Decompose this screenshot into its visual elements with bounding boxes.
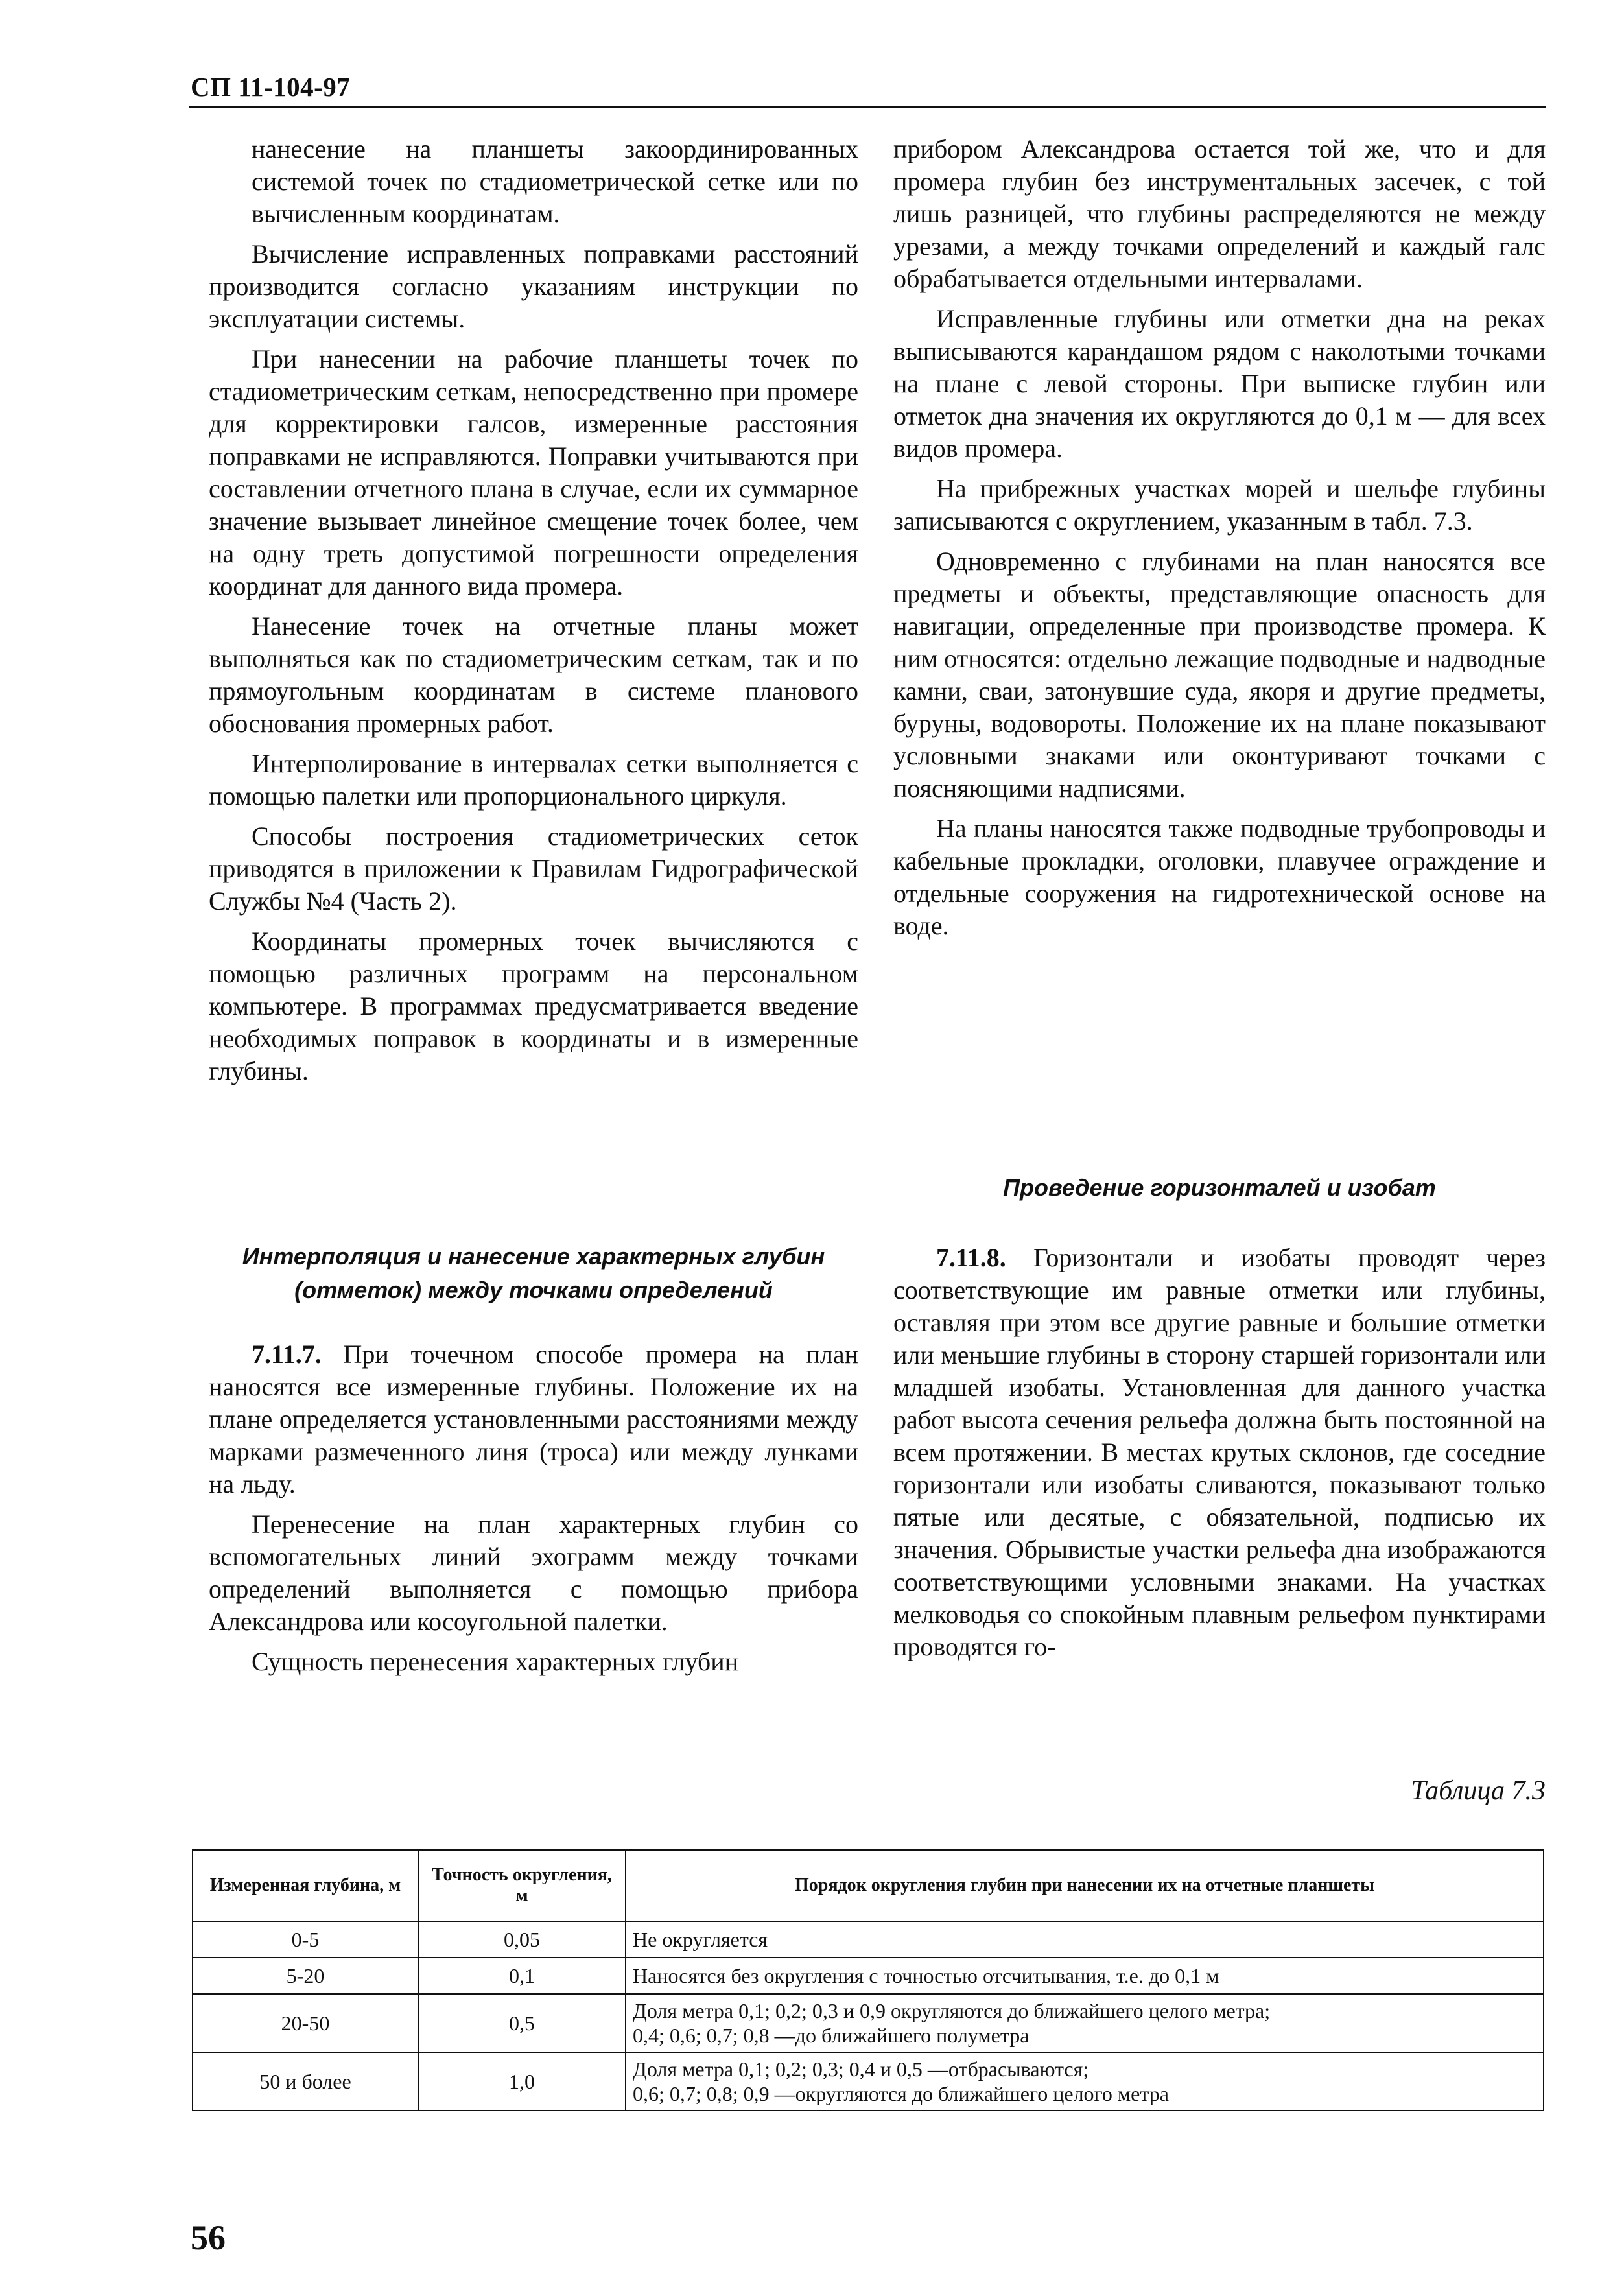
cell-depth: 0-5 [193, 1921, 418, 1958]
table-row [193, 1958, 1544, 1994]
running-header [189, 67, 1546, 108]
paragraph: Вычисление исправленных поправками расстояний производится согласно указаниям инструкции по эксплуатации системы. [209, 239, 858, 333]
page-number: 56 [191, 2218, 226, 2257]
procedure-line: Не округляется [633, 1928, 768, 1951]
table-row [193, 1921, 1544, 1958]
header-precision: Точность округления, м [418, 1850, 626, 1921]
cell-precision: 1,0 [418, 2052, 626, 2111]
section-heading-contours: Проведение горизонталей и изобат [1003, 1174, 1436, 1201]
section-number: 7.11.7. [252, 1340, 322, 1369]
procedure-line: Доля метра 0,1; 0,2; 0,3; 0,4 и 0,5 —отбрасываются; [633, 2057, 1089, 2081]
cell-procedure [626, 1958, 1544, 1994]
paragraph: Способы построения стадиометрических сеток приводятся в приложении к Правилам Гидрографической Службы №4 (Часть 2). [209, 822, 858, 916]
table-caption: Таблица 7.3 [1411, 1776, 1546, 1806]
right-column-top [893, 133, 1546, 950]
procedure-line: 0,6; 0,7; 0,8; 0,9 —округляются до ближайшего целого метра [633, 2082, 1169, 2105]
paragraph: Перенесение на план характерных глубин со вспомогательных линий эхограмм между точками определений выполняется с помощью прибора Александрова или косоугольной палетки. [209, 1510, 858, 1636]
cell-procedure [626, 1921, 1544, 1958]
section-heading-interpolation: Интерполяция и нанесение характерных глубин (отметок) между точками определений [242, 1243, 825, 1303]
paragraph: Одновременно с глубинами на план наносятся все предметы и объекты, представляющие опасность для навигации, определенные при производстве промера. К ним относятся: отдельно лежащие подводные и надводные камни, сваи, затонувшие суда, якоря и другие предметы, буруны, водовороты. Положение их на плане показывают условными знаками или оконтуривают точками с поясняющими надписями. [893, 547, 1546, 803]
cell-procedure [626, 2052, 1544, 2111]
cell-precision: 0,5 [418, 1994, 626, 2052]
paragraph: Исправленные глубины или отметки дна на реках выписываются карандашом рядом с наколотыми точками на плане с левой стороны. При выписке глубин или отметок дна значения их округляются до 0,1 м — для всех видов промера. [893, 304, 1546, 463]
document-code: СП 11-104-97 [191, 72, 351, 102]
cell-precision: 0,05 [418, 1921, 626, 1958]
right-column-bottom [893, 1242, 1546, 1671]
left-column-bottom [209, 1338, 858, 1686]
table-row [193, 1994, 1544, 2052]
cell-procedure [626, 1994, 1544, 2052]
procedure-line: 0,4; 0,6; 0,7; 0,8 —до ближайшего полуметра [633, 2024, 1030, 2047]
cell-depth: 5-20 [193, 1958, 418, 1994]
paragraph: Интерполирование в интервалах сетки выполняется с помощью палетки или пропорционального циркуля. [209, 749, 858, 811]
left-column-top [209, 133, 858, 1095]
procedure-line: Доля метра 0,1; 0,2; 0,3 и 0,9 округляются до ближайшего целого метра; [633, 1999, 1271, 2022]
table-header-row [193, 1850, 1544, 1921]
rounding-table [192, 1849, 1544, 2111]
section-text: Горизонтали и изобаты проводят через соответствующие им равные отметки или глубины, оставляя при этом все другие равные и большие отметки или меньшие глубины в сторону старшей горизонтали или младшей изобаты. Установленная для данного участка работ высота сечения рельефа должна быть постоянной на всем протяжении. В местах крутых склонов, где соседние горизонтали или изобаты сливаются, показывают только пятые или десятые, с обязательной, подписью их значения. Обрывистые участки рельефа дна изображаются соответствующими условными знаками. На участках мелководья со спокойным плавным рельефом пунктирами проводятся го- [893, 1243, 1546, 1661]
procedure-line: Наносятся без округления с точностью отсчитывания, т.е. до 0,1 м [633, 1964, 1219, 1987]
paragraph: При нанесении на рабочие планшеты точек по стадиометрическим сеткам, непосредственно при промере для корректировки галсов, измеренные расстояния поправками не исправляются. Поправки учитываются при составлении отчетного плана в случае, если их суммарное значение вызывает линейное смещение точек более, чем на одну треть допустимой погрешности определения координат для данного вида промера. [209, 344, 858, 600]
paragraph: Нанесение точек на отчетные планы может выполняться как по стадиометрическим сеткам, так и по прямоугольным координатам в системе планового обоснования промерных работ. [209, 611, 858, 738]
paragraph: прибором Александрова остается той же, что и для промера глубин без инструментальных засечек, с той лишь разницей, что глубины распределяются не между урезами, а между точками определений и каждый галс обрабатывается отдельными интервалами. [893, 134, 1546, 293]
section-paragraph [209, 1338, 858, 1500]
table-row [193, 2052, 1544, 2111]
cell-depth: 50 и более [193, 2052, 418, 2111]
paragraph: Сущность перенесения характерных глубин [252, 1647, 739, 1676]
paragraph: На прибрежных участках морей и шельфе глубины записываются с округлением, указанным в табл. 7.3. [893, 474, 1546, 536]
section-number: 7.11.8. [936, 1243, 1006, 1272]
paragraph: нанесение на планшеты закоординированных системой точек по стадиометрической сетке или по вычисленным координатам. [252, 134, 858, 228]
section-paragraph [893, 1242, 1546, 1663]
cell-depth: 20-50 [193, 1994, 418, 2052]
header-procedure: Порядок округления глубин при нанесении их на отчетные планшеты [626, 1850, 1544, 1921]
paragraph: Координаты промерных точек вычисляются с помощью различных программ на персональном компьютере. В программах предусматривается введение необходимых поправок в координаты и в измеренные глубины. [209, 927, 858, 1085]
cell-precision: 0,1 [418, 1958, 626, 1994]
paragraph: На планы наносятся также подводные трубопроводы и кабельные прокладки, оголовки, плавучее ограждение и отдельные сооружения на гидротехнической основе на воде. [893, 814, 1546, 940]
section-text: При точечном способе промера на план наносятся все измеренные глубины. Положение их на плане определяется установленными расстояниями между марками размеченного линя (троса) или между лунками на льду. [209, 1340, 858, 1498]
header-depth: Измеренная глубина, м [193, 1850, 418, 1921]
